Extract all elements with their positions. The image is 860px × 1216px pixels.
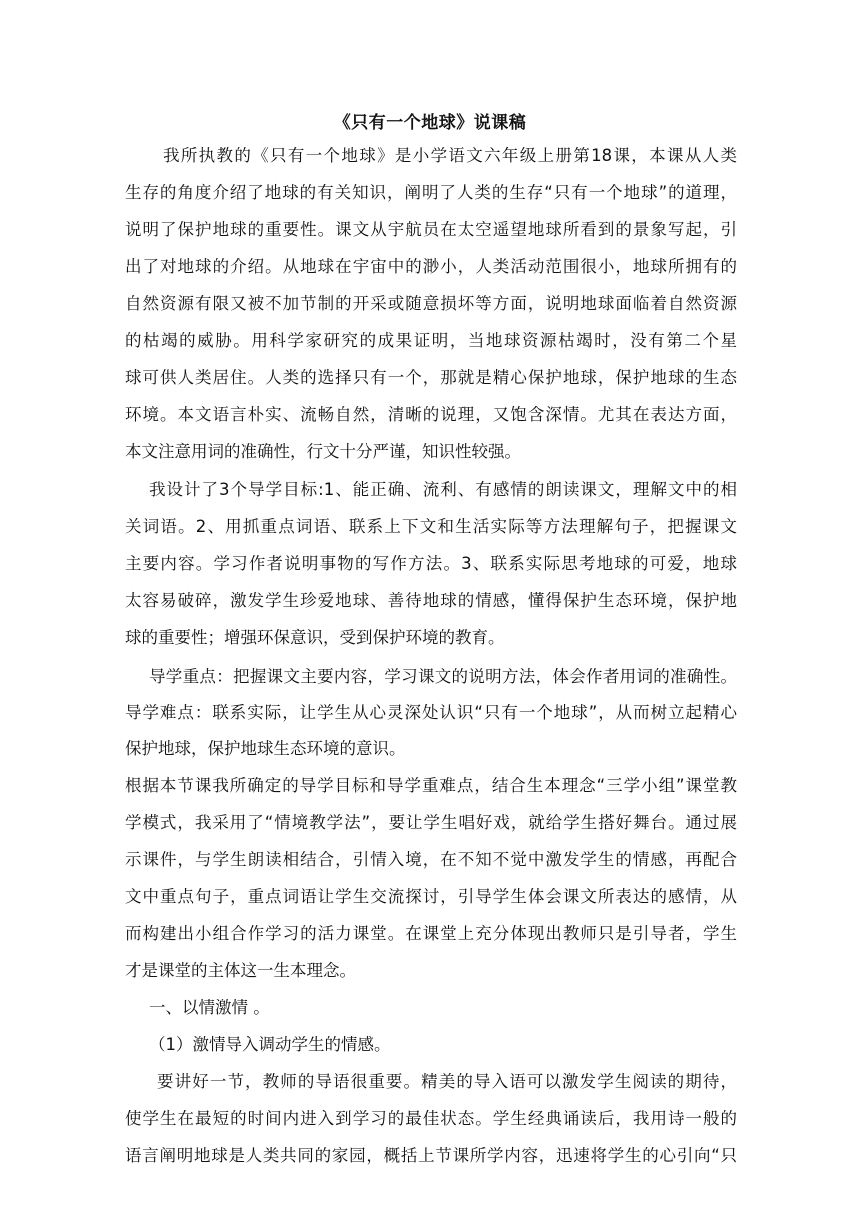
paragraph-line: 主要内容。学习作者说明事物的写作方法。3、联系实际思考地球的可爱，地球 xyxy=(125,554,737,573)
paragraph-line: 生存的角度介绍了地球的有关知识，阐明了人类的生存“只有一个地球”的道理， xyxy=(125,183,737,202)
paragraph-line: 保护地球，保护地球生态环境的意识。 xyxy=(125,739,406,758)
paragraph-line: 导学重点：把握课文主要内容，学习课文的说明方法，体会作者用词的准确性。 xyxy=(149,667,737,686)
paragraph-line: 出了对地球的介绍。从地球在宇宙中的渺小，人类活动范围很小，地球所拥有的 xyxy=(125,257,737,276)
paragraph-line: 才是课堂的主体这一生本理念。 xyxy=(125,961,356,980)
paragraph-line: 使学生在最短的时间内进入到学习的最佳状态。学生经典诵读后，我用诗一般的 xyxy=(125,1109,737,1128)
paragraph-line: 球的重要性；增强环保意识，受到保护环境的教育。 xyxy=(125,628,505,647)
paragraph-line: 的枯竭的威胁。用科学家研究的成果证明，当地球资源枯竭时，没有第二个星 xyxy=(125,331,737,350)
paragraph-line: 学模式，我采用了“情境教学法”，要让学生唱好戏，就给学生搭好舞台。通过展 xyxy=(125,813,737,832)
paragraph-line: 示课件，与学生朗读相结合，引情入境，在不知不觉中激发学生的情感，再配合 xyxy=(125,850,737,869)
paragraph-line: 导学难点：联系实际，让学生从心灵深处认识“只有一个地球”，从而树立起精心 xyxy=(125,703,737,722)
document-title: 《只有一个地球》说课稿 xyxy=(333,113,527,133)
paragraph-line: 我所执教的《只有一个地球》是小学语文六年级上册第18课，本课从人类 xyxy=(163,146,737,165)
paragraph-line: 我设计了3个导学目标:1、能正确、流利、有感情的朗读课文，理解文中的相 xyxy=(149,480,737,499)
paragraph-line: 文中重点句子，重点词语让学生交流探讨，引导学生体会课文所表达的感情，从 xyxy=(125,887,737,906)
subsection-heading: （1）激情导入调动学生的情感。 xyxy=(149,1035,391,1054)
paragraph-line: 关词语。2、用抓重点词语、联系上下文和生活实际等方法理解句子，把握课文 xyxy=(125,517,737,536)
paragraph-line: 环境。本文语言朴实、流畅自然，清晰的说理，又饱含深情。尤其在表达方面， xyxy=(125,405,737,424)
paragraph-line: 要讲好一节，教师的导语很重要。精美的导入语可以激发学生阅读的期待， xyxy=(157,1072,737,1091)
paragraph-line: 本文注意用词的准确性，行文十分严谨，知识性较强。 xyxy=(125,442,521,461)
paragraph-line: 根据本节课我所确定的导学目标和导学重难点，结合生本理念“三学小组”课堂教 xyxy=(125,776,737,795)
paragraph-line: 自然资源有限又被不加节制的开采或随意损坏等方面，说明地球面临着自然资源 xyxy=(125,294,737,313)
section-heading: 一、以情激情 。 xyxy=(149,998,270,1017)
paragraph-line: 太容易破碎，激发学生珍爱地球、善待地球的情感，懂得保护生态环境，保护地 xyxy=(125,591,737,610)
paragraph-line: 而构建出小组合作学习的活力课堂。在课堂上充分体现出教师只是引导者，学生 xyxy=(125,924,737,943)
paragraph-line: 语言阐明地球是人类共同的家园，概括上节课所学内容，迅速将学生的心引向“只 xyxy=(125,1146,737,1165)
paragraph-line: 说明了保护地球的重要性。课文从宇航员在太空遥望地球所看到的景象写起，引 xyxy=(125,220,737,239)
paragraph-line: 球可供人类居住。人类的选择只有一个，那就是精心保护地球，保护地球的生态 xyxy=(125,368,737,387)
